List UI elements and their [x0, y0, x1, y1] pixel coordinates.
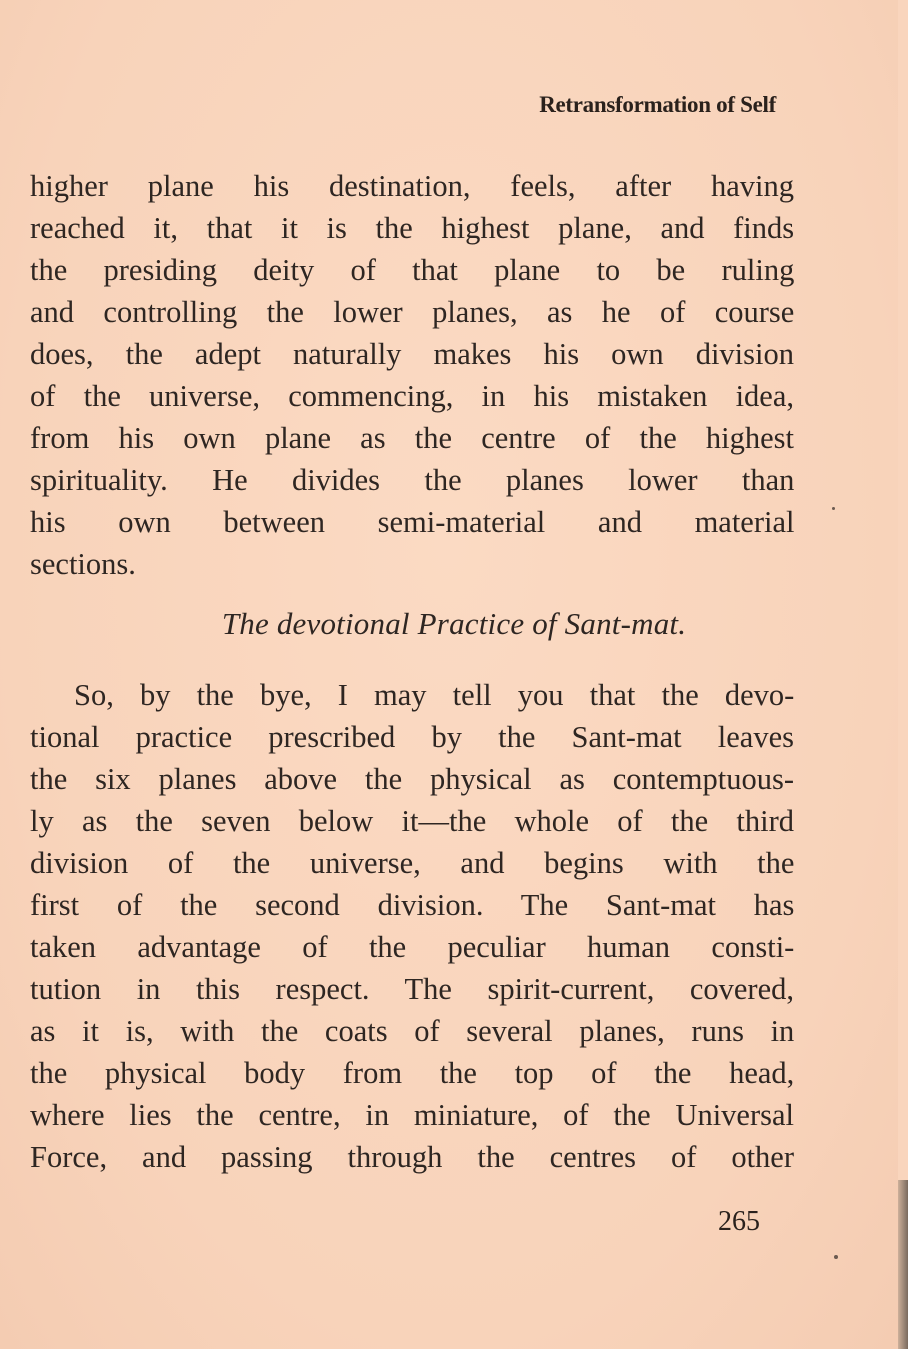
text-line: sections.: [30, 547, 136, 581]
text-line: as it is, with the coats of several planes, runs in: [30, 1014, 795, 1048]
text-line: the presiding deity of that plane to be ruling: [30, 253, 795, 287]
text-line: the six planes above the physical as contemptuous-: [30, 762, 794, 796]
paper-speck: [832, 507, 835, 510]
paragraph-2: [30, 674, 794, 1178]
text-line: tional practice prescribed by the Sant-mat leaves: [30, 720, 794, 754]
text-line: and controlling the lower planes, as he of course: [30, 295, 795, 329]
section-heading: The devotional Practice of Sant-mat.: [221, 606, 687, 641]
text-line: division of the universe, and begins with the: [30, 846, 795, 880]
text-line: ly as the seven below it—the whole of the third: [30, 804, 794, 838]
text-line: first of the second division. The Sant-mat has: [30, 888, 795, 922]
text-line: tution in this respect. The spirit-current, covered,: [30, 972, 794, 1006]
text-line: reached it, that it is the highest plane, and finds: [30, 211, 795, 245]
text-line: Force, and passing through the centres of other: [30, 1140, 794, 1174]
text-line: spirituality. He divides the planes lower than: [30, 463, 795, 497]
running-head: Retransformation of Self: [539, 92, 776, 117]
text-line: the physical body from the top of the head,: [30, 1056, 795, 1090]
text-line: So, by the bye, I may tell you that the devo-: [74, 678, 795, 712]
page-edge-shadow: [898, 1180, 908, 1349]
text-line: from his own plane as the centre of the highest: [30, 421, 795, 455]
text-line: taken advantage of the peculiar human consti-: [30, 930, 795, 964]
paragraph-1: [30, 165, 794, 585]
page-number: 265: [718, 1206, 760, 1237]
text-line: where lies the centre, in miniature, of the Universal: [30, 1098, 794, 1132]
text-line: of the universe, commencing, in his mistaken idea,: [30, 379, 795, 413]
paper-speck: [834, 1255, 838, 1259]
text-line: higher plane his destination, feels, after having: [30, 169, 794, 203]
text-line: does, the adept naturally makes his own division: [30, 337, 794, 371]
text-line: his own between semi-material and material: [30, 505, 795, 539]
